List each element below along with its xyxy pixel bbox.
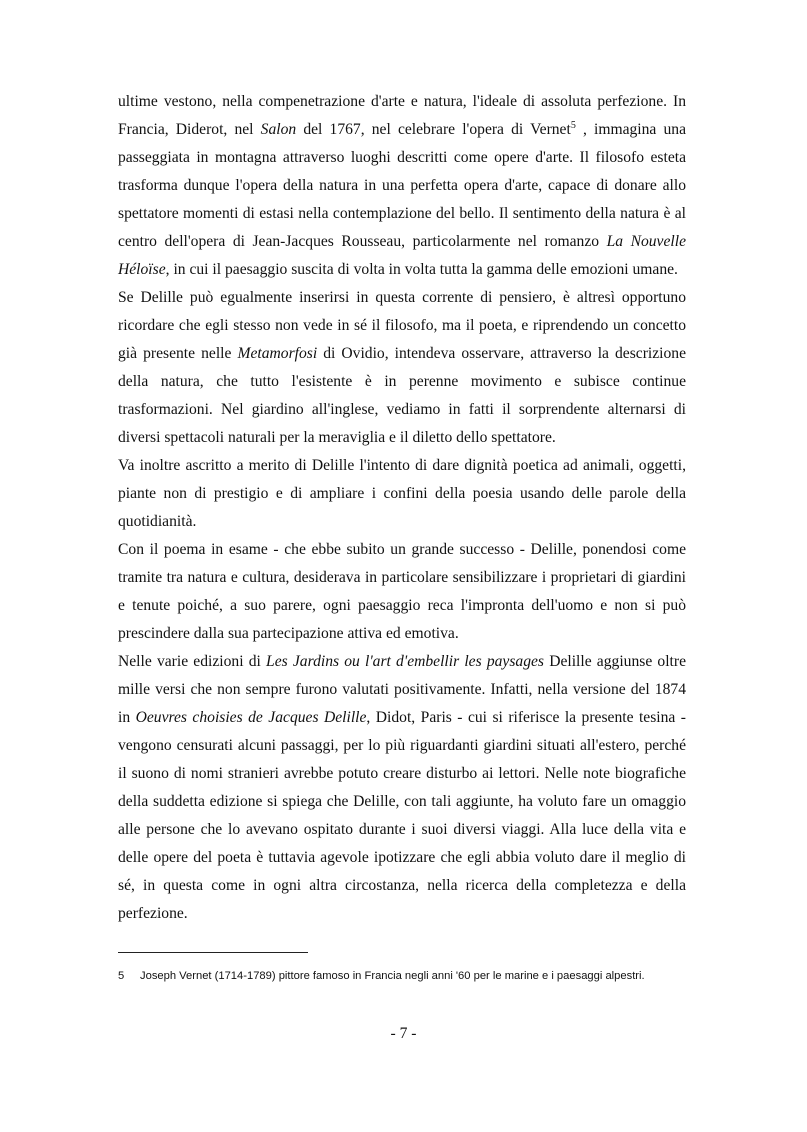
italic-title: Metamorfosi	[237, 345, 318, 362]
page-body	[118, 88, 686, 928]
text-segment: Nelle varie edizioni di	[118, 653, 267, 670]
italic-title: Oeuvres choisies de Jacques Delille	[135, 709, 367, 726]
text-segment: , in cui il paesaggio suscita di volta in volta tutta la gamma delle emozioni umane.	[165, 261, 678, 278]
text-segment: Va inoltre ascritto a merito di Delille l'intento di dare dignità poetica ad animali, oggetti, piante non di prestigio e di ampliare i confini della poesia usando delle parole della quotidianità.	[118, 457, 686, 530]
text-segment: Se Delille può egualmente inserirsi in questa corrente di pensiero, è altresì opportuno ricordare che egli stesso non vede in sé il filosofo, ma il poeta, e riprendendo un concetto già presente nelle	[118, 289, 686, 362]
paragraph	[118, 648, 686, 928]
footnote-number: 5	[118, 970, 125, 982]
italic-title: Salon	[260, 121, 297, 138]
italic-title: La Nouvelle Héloïse	[118, 233, 686, 278]
text-segment: Delille aggiunse oltre mille versi che non sempre furono valutati positivamente. Infatti, nella versione del 1874 in	[118, 653, 686, 726]
paragraph	[118, 536, 686, 648]
paragraph	[118, 452, 686, 536]
text-segment: Con il poema in esame - che ebbe subito un grande successo - Delille, ponendosi come tramite tra natura e cultura, desiderava in particolare sensibilizzare i proprietari di giardini e tenute poiché, a suo parere, ogni paesaggio reca l'impronta dell'uomo e non si può prescindere dalla sua partecipazione attiva ed emotiva.	[118, 541, 686, 642]
text-segment: ultime vestono, nella compenetrazione d'arte e natura, l'ideale di assoluta perfezione. In Francia, Diderot, nel	[118, 93, 686, 138]
paragraph	[118, 88, 686, 284]
main-text	[118, 88, 686, 928]
italic-title: Les Jardins ou l'art d'embellir les paysages	[266, 653, 545, 670]
footnote-divider	[118, 952, 308, 953]
page-number: - 7 -	[390, 1025, 417, 1042]
text-segment: del 1767, nel celebrare l'opera di Vernet	[296, 121, 571, 138]
footnote-text: Joseph Vernet (1714-1789) pittore famoso in Francia negli anni '60 per le marine e i paesaggi alpestri.	[140, 970, 645, 982]
paragraph	[118, 284, 686, 452]
footnote-reference: 5	[570, 119, 576, 131]
text-segment: di Ovidio, intendeva osservare, attraverso la descrizione della natura, che tutto l'esistente è in perenne movimento e subisce continue trasformazioni. Nel giardino all'inglese, vediamo in fatti il sorprendente alternarsi di diversi spettacoli naturali per la meraviglia e il diletto dello spettatore.	[118, 345, 686, 446]
text-segment: , immagina una passeggiata in montagna attraverso luoghi descritti come opere d'arte. Il filosofo esteta trasforma dunque l'opera della natura in una perfetta opera d'arte, capace di donare allo spettatore momenti di estasi nella contemplazione del bello. Il sentimento della natura è al centro dell'opera di Jean-Jacques Rousseau, particolarmente nel romanzo	[118, 121, 687, 250]
footnote	[118, 968, 698, 984]
text-segment: , Didot, Paris - cui si riferisce la presente tesina - vengono censurati alcuni passaggi, per lo più riguardanti giardini situati all'estero, perché il suono di nomi stranieri avrebbe potuto creare disturbo ai lettori. Nelle note biografiche della suddetta edizione si spiega che Delille, con tali aggiunte, ha voluto fare un omaggio alle persone che lo avevano ospitato durante i suoi diversi viaggi. Alla luce della vita e delle opere del poeta è tuttavia agevole ipotizzare che egli abbia voluto dare il meglio di sé, in questa come in ogni altra circostanza, nella ricerca della completezza e della perfezione.	[118, 709, 686, 922]
